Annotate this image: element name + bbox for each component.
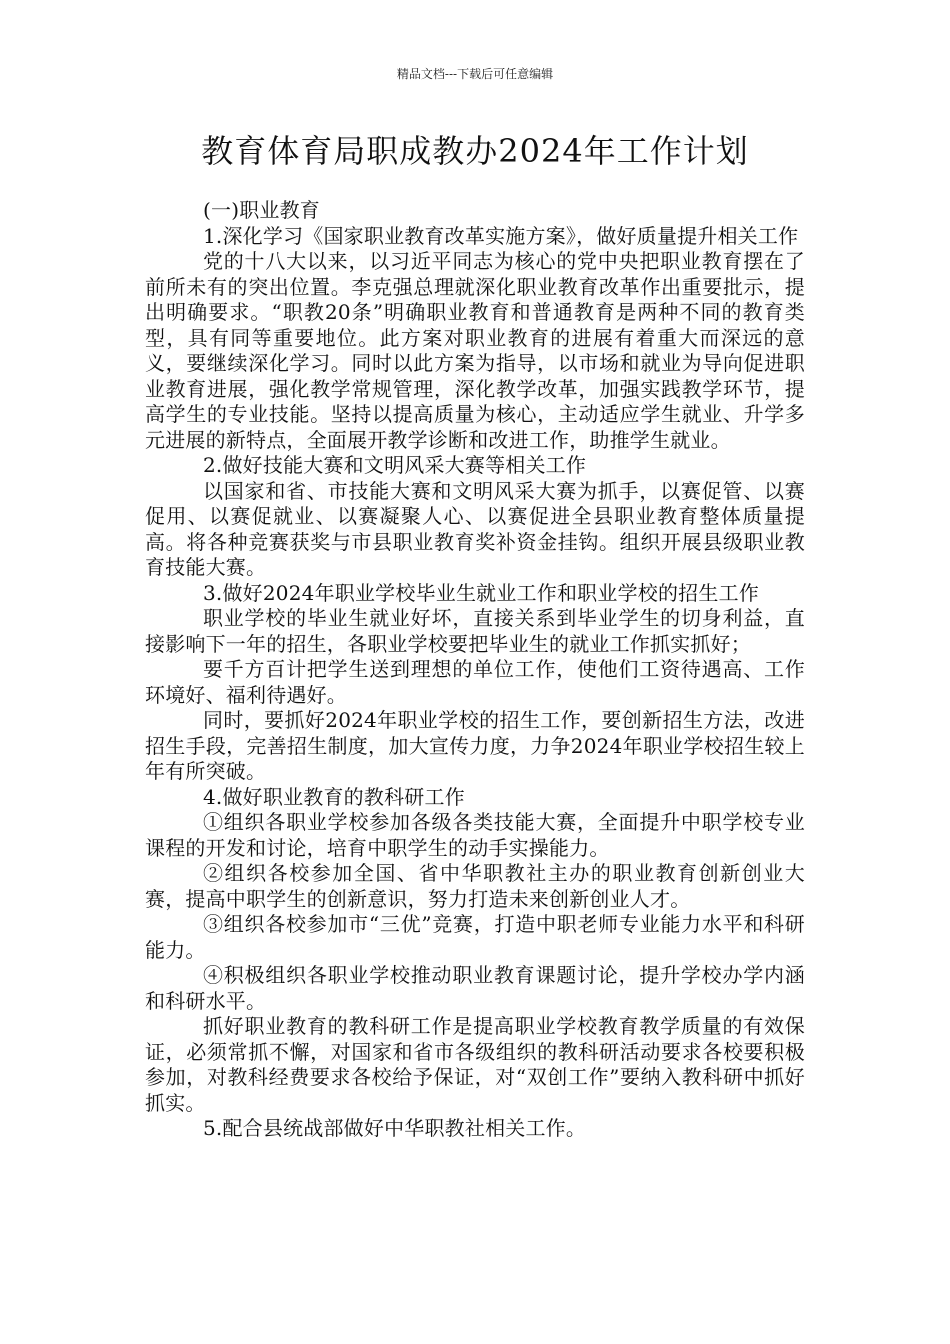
section-heading-vocational: (一)职业教育 [203, 198, 321, 222]
paragraph: 抓好职业教育的教科研工作是提高职业学校教育教学质量的有效保证，必须常抓不懈，对国家和省市各级组织的教科研活动要求各校要积极参加，对教科经费要求各校给予保证，对“双创工作”要纳入教科研中抓好抓实。 [145, 1014, 805, 1115]
paragraph: ③组织各校参加市“三优”竞赛，打造中职老师专业能力水平和科研能力。 [145, 912, 805, 962]
document-title: 教育体育局职成教办2024年工作计划 [201, 132, 749, 170]
paragraph: 同时，要抓好2024年职业学校的招生工作，要创新招生方法，改进招生手段，完善招生制度，加大宣传力度，力争2024年职业学校招生较上年有所突破。 [145, 708, 805, 783]
paragraph: ②组织各校参加全国、省中华职教社主办的职业教育创新创业大赛，提高中职学生的创新意识，努力打造未来创新创业人才。 [145, 861, 805, 911]
paragraph: 职业学校的毕业生就业好坏，直接关系到毕业学生的切身利益，直接影响下一年的招生，各职业学校要把毕业生的就业工作抓实抓好； [145, 606, 805, 656]
document-body [145, 198, 805, 1142]
item-heading-1: 1.深化学习《国家职业教育改革实施方案》，做好质量提升相关工作 [203, 223, 799, 248]
paragraph: ①组织各职业学校参加各级各类技能大赛，全面提升中职学校专业课程的开发和讨论，培育中职学生的动手实操能力。 [145, 810, 805, 860]
item-heading-4: 4.做好职业教育的教科研工作 [203, 784, 465, 809]
page-header-watermark: 精品文档---下载后可任意编辑 [396, 67, 554, 81]
paragraph: 要千方百计把学生送到理想的单位工作，使他们工资待遇高、工作环境好、福利待遇好。 [145, 657, 805, 707]
paragraph: 党的十八大以来，以习近平同志为核心的党中央把职业教育摆在了前所未有的突出位置。李克强总理就深化职业教育改革作出重要批示，提出明确要求。“职教20条”明确职业教育和普通教育是两种不同的教育类型，具有同等重要地位。此方案对职业教育的进展有着重大而深远的意义，要继续深化学习。同时以此方案为指导，以市场和就业为导向促进职业教育进展，强化教学常规管理，深化教学改革，加强实践教学环节，提高学生的专业技能。坚持以提高质量为核心，主动适应学生就业、升学多元进展的新特点，全面展开教学诊断和改进工作，助推学生就业。 [145, 249, 805, 452]
item-heading-5: 5.配合县统战部做好中华职教社相关工作。 [203, 1116, 587, 1140]
paragraph: 以国家和省、市技能大赛和文明风采大赛为抓手，以赛促管、以赛促用、以赛促就业、以赛凝聚人心、以赛促进全县职业教育整体质量提高。将各种竞赛获奖与市县职业教育奖补资金挂钩。组织开展县级职业教育技能大赛。 [145, 478, 805, 579]
item-heading-3: 3.做好2024年职业学校毕业生就业工作和职业学校的招生工作 [203, 580, 759, 605]
paragraph: ④积极组织各职业学校推动职业教育课题讨论，提升学校办学内涵和科研水平。 [145, 963, 805, 1013]
item-heading-2: 2.做好技能大赛和文明风采大赛等相关工作 [203, 453, 587, 477]
